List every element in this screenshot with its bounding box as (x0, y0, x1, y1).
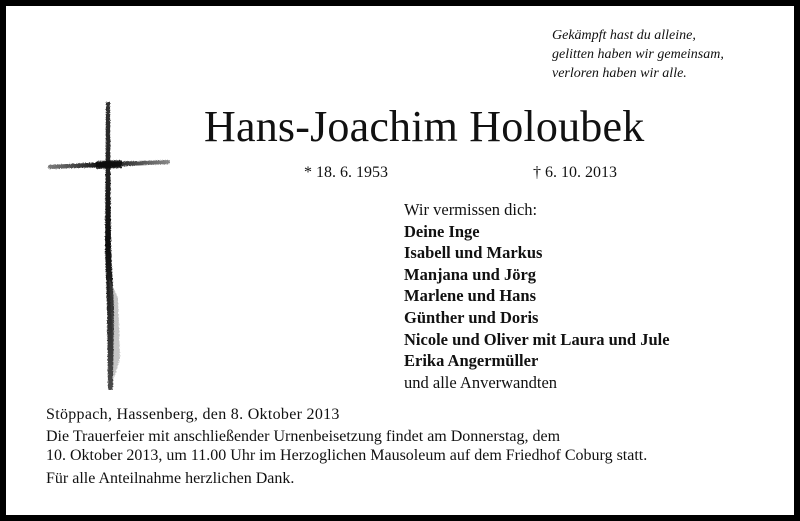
obituary-notice (6, 6, 794, 515)
poem-line-3: verloren haben wir alle. (552, 66, 687, 81)
mourners-closing: und alle Anverwandten (404, 372, 558, 392)
thanks-line: Für alle Anteilnahme herzlichen Dank. (46, 469, 295, 487)
mourner-name: Erika Angermüller (404, 351, 539, 371)
mourner-name: Nicole und Oliver mit Laura und Jule (404, 329, 670, 349)
mourner-name: Günther und Doris (404, 307, 539, 327)
mourner-name: Marlene und Hans (404, 286, 537, 306)
place-date: Stöppach, Hassenberg, den 8. Oktober 2013 (46, 406, 340, 423)
ceremony-line-1: Die Trauerfeier mit anschließender Urnenbeisetzung findet am Donnerstag, dem (46, 427, 561, 445)
ceremony-info (46, 427, 790, 466)
poem (552, 26, 788, 83)
footer (46, 405, 790, 488)
cross-icon (46, 98, 170, 390)
death-date: † 6. 10. 2013 (533, 164, 617, 181)
mourners-intro: Wir vermissen dich: (404, 200, 538, 219)
mourner-name: Deine Inge (404, 221, 480, 241)
deceased-name: Hans-Joachim Holoubek (204, 102, 645, 151)
poem-line-2: gelitten haben wir gemeinsam, (552, 47, 724, 62)
poem-line-1: Gekämpft hast du alleine, (552, 28, 696, 43)
mourner-name: Manjana und Jörg (404, 264, 537, 284)
mourners-list (404, 199, 670, 393)
birth-date: * 18. 6. 1953 (304, 164, 388, 181)
ceremony-line-2: 10. Oktober 2013, um 11.00 Uhr im Herzoglichen Mausoleum auf dem Friedhof Coburg statt. (46, 447, 648, 464)
mourner-name: Isabell und Markus (404, 243, 543, 263)
